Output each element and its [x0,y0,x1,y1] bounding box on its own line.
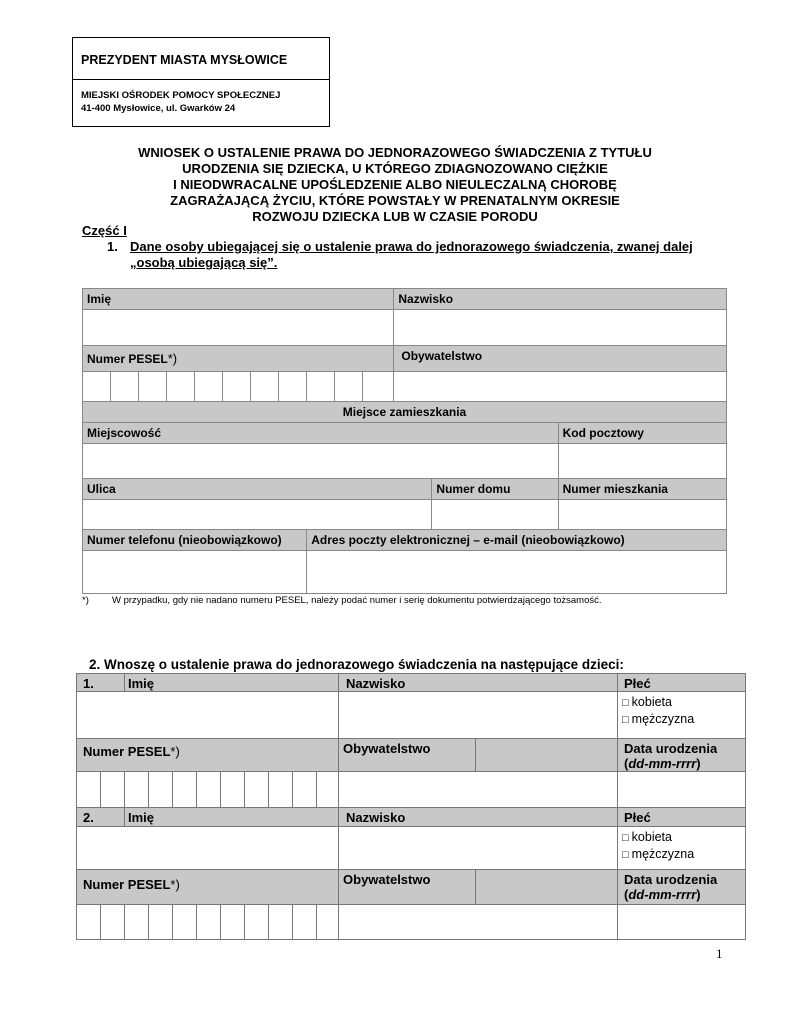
footnote-mark: *) [82,595,89,606]
option-male[interactable]: □ mężczyzna [622,847,695,861]
section1-number: 1. [107,239,118,254]
pesel-digit-box[interactable] [221,772,245,808]
pesel-footnote-mark: *) [170,877,180,892]
pesel-digit-box[interactable] [139,372,167,402]
citizenship-label: Obywatelstwo [394,346,727,372]
date-format: dd-mm-rrrr [628,756,697,771]
residence-header: Miejsce zamieszkania [83,402,727,423]
apartment-number-field[interactable] [558,500,726,530]
office-address: 41-400 Mysłowice, ul. Gwarków 24 [81,103,236,114]
pesel-digit-box[interactable] [101,905,125,940]
postal-code-field[interactable] [558,444,726,479]
pesel-digit-box[interactable] [149,905,173,940]
child-sex-options [618,827,746,870]
pesel-digit-box[interactable] [197,772,221,808]
street-field[interactable] [83,500,432,530]
phone-field[interactable] [83,551,307,594]
child-last-name-field[interactable] [339,827,618,870]
last-name-field[interactable] [394,310,727,346]
option-female[interactable]: □ kobieta [622,830,672,844]
pesel-digit-box[interactable] [245,772,269,808]
page-number: 1 [716,946,723,961]
child-pesel-label: Numer PESEL [83,744,171,759]
pesel-digit-box[interactable] [251,372,279,402]
option-female[interactable]: □ kobieta [622,695,672,709]
pesel-digit-box[interactable] [173,905,197,940]
checkbox-icon[interactable]: □ [622,849,629,861]
section2-heading: 2. Wnoszę o ustalenie prawa do jednorazowego świadczenia na następujące dzieci: [89,657,624,672]
child-pesel-label-cell [77,870,339,905]
footnote-text: W przypadku, gdy nie nadano numeru PESEL, należy podać numer i serię dokumentu potwierdzającego tożsamość. [112,595,602,606]
pesel-digit-box[interactable] [293,772,317,808]
child-last-name-label: Nazwisko [339,674,618,692]
child-first-name-field[interactable] [77,827,339,870]
child-number: 1. [77,674,125,692]
child-first-name-label: Imię [125,674,339,692]
city-field[interactable] [83,444,559,479]
pesel-digit-box[interactable] [335,372,363,402]
section1-line2: „osobą ubiegającą się”. [130,255,278,270]
first-name-label: Imię [83,289,394,310]
first-name-field[interactable] [83,310,394,346]
pesel-digit-box[interactable] [149,772,173,808]
section1-line1: Dane osoby ubiegającej się o ustalenie prawa do jednorazowego świadczenia, zwanej dalej [130,239,693,254]
child-pesel-label-cell [77,739,339,772]
title-line: I NIEODWRACALNE UPOŚLEDZENIE ALBO NIEULECZALNĄ CHOROBĘ [173,177,617,192]
street-label: Ulica [83,479,432,500]
pesel-digit-box[interactable] [221,905,245,940]
child-sex-label: Płeć [618,808,746,827]
child-pesel-label: Numer PESEL [83,877,171,892]
child-citizenship-label: Obywatelstwo [339,870,476,905]
child-first-name-label: Imię [125,808,339,827]
child-birth-date-field[interactable] [618,772,746,808]
pesel-digit-box[interactable] [111,372,139,402]
pesel-digit-box[interactable] [269,905,293,940]
pesel-digit-box[interactable] [317,772,339,808]
pesel-footnote-mark: *) [170,744,180,759]
child-birth-date-field[interactable] [618,905,746,940]
house-number-label: Numer domu [432,479,558,500]
title-line: URODZENIA SIĘ DZIECKA, U KTÓREGO ZDIAGNOZOWANO CIĘŻKIE [182,161,608,176]
child-citizenship-label: Obywatelstwo [339,739,476,772]
child-sex-options [618,692,746,739]
pesel-digit-box[interactable] [125,772,149,808]
apartment-number-label: Numer mieszkania [558,479,726,500]
citizenship-field[interactable] [394,372,727,402]
email-field[interactable] [307,551,727,594]
pesel-digit-box[interactable] [83,372,111,402]
pesel-digit-box[interactable] [77,772,101,808]
pesel-label: Numer PESEL [87,352,168,366]
child-last-name-label: Nazwisko [339,808,618,827]
child-birth-date-label: Data urodzenia (dd-mm-rrrr) [618,870,746,905]
house-number-field[interactable] [432,500,558,530]
pesel-footnote-mark: *) [167,351,178,366]
title-line: ZAGRAŻAJĄCĄ ŻYCIU, KTÓRE POWSTAŁY W PRENATALNYM OKRESIE [170,193,620,208]
authority-name: PREZYDENT MIASTA MYSŁOWICE [73,38,329,80]
pesel-digit-box[interactable] [307,372,335,402]
pesel-digit-box[interactable] [223,372,251,402]
title-line: WNIOSEK O USTALENIE PRAWA DO JEDNORAZOWEGO ŚWIADCZENIA Z TYTUŁU [138,145,652,160]
pesel-digit-box[interactable] [167,372,195,402]
pesel-digit-box[interactable] [317,905,339,940]
pesel-digit-box[interactable] [363,372,394,402]
pesel-digit-box[interactable] [197,905,221,940]
child-citizenship-field[interactable] [339,905,618,940]
child-citizenship-extra [476,739,618,772]
child-birth-date-label: Data urodzenia (dd-mm-rrrr) [618,739,746,772]
pesel-digit-box[interactable] [195,372,223,402]
header-box [72,37,330,127]
document-title [90,145,700,225]
phone-label: Numer telefonu (nieobowiązkowo) [83,530,307,551]
postal-code-label: Kod pocztowy [558,423,726,444]
date-format: dd-mm-rrrr [628,887,697,902]
checkbox-icon[interactable]: □ [622,832,629,844]
pesel-digit-box[interactable] [269,772,293,808]
child-last-name-field[interactable] [339,692,618,739]
part-label: Część I [82,223,127,238]
checkbox-icon[interactable]: □ [622,697,629,709]
child-first-name-field[interactable] [77,692,339,739]
pesel-digit-box[interactable] [77,905,101,940]
checkbox-icon[interactable]: □ [622,714,629,726]
city-label: Miejscowość [83,423,559,444]
option-male[interactable]: □ mężczyzna [622,712,695,726]
child-number: 2. [77,808,125,827]
child-citizenship-field[interactable] [339,772,618,808]
email-label: Adres poczty elektronicznej – e-mail (nieobowiązkowo) [307,530,727,551]
applicant-table [82,288,727,594]
office-info [73,80,329,115]
pesel-digit-box[interactable] [125,905,149,940]
office-name: MIEJSKI OŚRODEK POMOCY SPOŁECZNEJ [81,90,281,101]
child-sex-label: Płeć [618,674,746,692]
title-line: ROZWOJU DZIECKA LUB W CZASIE PORODU [252,209,538,224]
pesel-digit-box[interactable] [279,372,307,402]
children-table [76,673,746,940]
pesel-digit-box[interactable] [101,772,125,808]
pesel-digit-box[interactable] [293,905,317,940]
pesel-digit-box[interactable] [173,772,197,808]
last-name-label: Nazwisko [394,289,727,310]
pesel-label-cell [83,346,394,372]
child-citizenship-extra [476,870,618,905]
pesel-digit-box[interactable] [245,905,269,940]
